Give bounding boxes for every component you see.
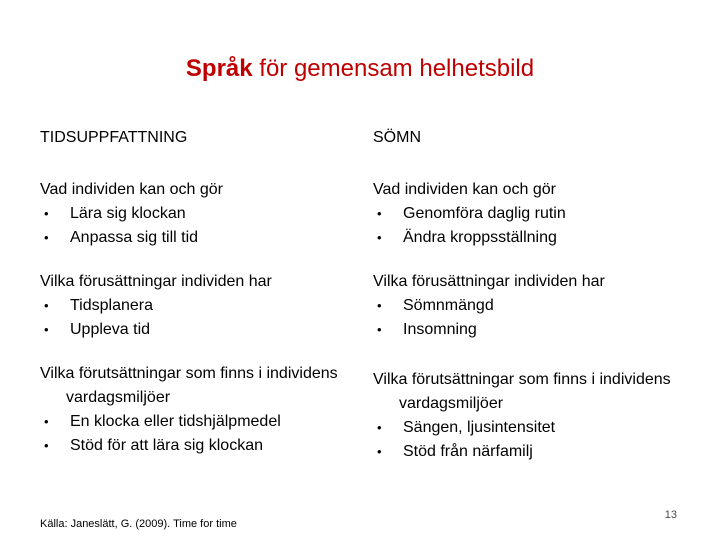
list-item-text: Lära sig klockan	[70, 205, 186, 222]
block-label: Vilka förutsättningar som finns i individens vardagsmiljöer	[373, 371, 671, 412]
bullet-list	[40, 202, 350, 250]
list-item-text: Uppleva tid	[70, 321, 151, 338]
list-item	[373, 294, 683, 318]
bullet-list	[373, 294, 683, 342]
column-heading: TIDSUPPFATTNING	[40, 129, 188, 146]
list-item-text: Sängen, ljusintensitet	[403, 419, 556, 436]
list-item	[373, 226, 683, 250]
source-citation: Källa: Janeslätt, G. (2009). Time for time	[40, 518, 237, 530]
list-item	[40, 410, 350, 434]
list-item-text: En klocka eller tidshjälpmedel	[70, 413, 281, 430]
list-item	[373, 440, 683, 464]
bullet-list	[373, 416, 683, 464]
list-item	[40, 202, 350, 226]
bullet-list	[40, 294, 350, 342]
bullet-icon: •	[44, 414, 49, 429]
slide-title	[0, 54, 720, 84]
list-item	[40, 294, 350, 318]
bullet-icon: •	[377, 444, 382, 459]
block-prerequisites	[373, 270, 683, 342]
bullet-icon: •	[44, 230, 49, 245]
bullet-icon: •	[377, 298, 382, 313]
list-item	[40, 318, 350, 342]
block-abilities	[373, 178, 683, 250]
list-item	[40, 226, 350, 250]
bullet-icon: •	[377, 206, 382, 221]
block-label: Vilka förutsättningar som finns i individens vardagsmiljöer	[40, 365, 338, 406]
block-label: Vilka förusättningar individen har	[40, 273, 272, 290]
block-label: Vad individen kan och gör	[40, 181, 223, 198]
bullet-icon: •	[44, 298, 49, 313]
list-item-text: Ändra kroppsställning	[403, 229, 557, 246]
column-heading: SÖMN	[373, 129, 421, 146]
block-label: Vad individen kan och gör	[373, 181, 556, 198]
column-sleep	[373, 126, 683, 484]
bullet-list	[373, 202, 683, 250]
list-item-text: Stöd från närfamilj	[403, 443, 533, 460]
list-item-text: Insomning	[403, 321, 477, 338]
bullet-icon: •	[377, 420, 382, 435]
block-environment	[40, 362, 350, 458]
block-label: Vilka förusättningar individen har	[373, 273, 605, 290]
list-item-text: Tidsplanera	[70, 297, 154, 314]
bullet-icon: •	[377, 322, 382, 337]
list-item-text: Genomföra daglig rutin	[403, 205, 566, 222]
list-item-text: Sömnmängd	[403, 297, 494, 314]
block-prerequisites	[40, 270, 350, 342]
title-rest: för gemensam helhetsbild	[252, 55, 535, 82]
bullet-icon: •	[377, 230, 382, 245]
bullet-list	[40, 410, 350, 458]
column-time-perception	[40, 126, 350, 478]
bullet-icon: •	[44, 438, 49, 453]
list-item	[40, 434, 350, 458]
list-item-text: Anpassa sig till tid	[70, 229, 199, 246]
block-environment	[373, 368, 683, 464]
list-item	[373, 202, 683, 226]
title-accent: Språk	[185, 55, 253, 82]
list-item	[373, 318, 683, 342]
bullet-icon: •	[44, 322, 49, 337]
block-abilities	[40, 178, 350, 250]
list-item	[373, 416, 683, 440]
page-number: 13	[664, 509, 677, 521]
bullet-icon: •	[44, 206, 49, 221]
list-item-text: Stöd för att lära sig klockan	[70, 437, 263, 454]
